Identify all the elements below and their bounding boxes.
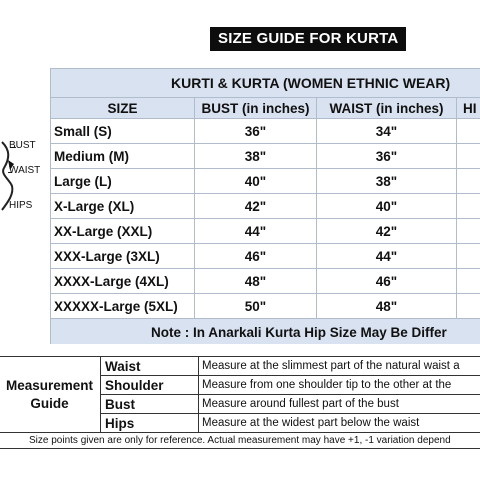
measurement-guide bbox=[0, 356, 480, 456]
hips-cell bbox=[457, 194, 480, 219]
table-row bbox=[51, 294, 480, 319]
waist-cell: 36" bbox=[317, 144, 457, 169]
size-chart-table bbox=[50, 68, 480, 344]
header-waist: WAIST (in inches) bbox=[317, 98, 457, 119]
table-caption: KURTI & KURTA (WOMEN ETHNIC WEAR) bbox=[51, 69, 480, 98]
table-row bbox=[51, 144, 480, 169]
label-bust: BUST bbox=[9, 140, 36, 151]
size-cell: Small (S) bbox=[51, 119, 195, 144]
waist-cell: 46" bbox=[317, 269, 457, 294]
size-cell: XXX-Large (3XL) bbox=[51, 244, 195, 269]
guide-item-name: Hips bbox=[101, 414, 199, 433]
guide-item-desc: Measure from one shoulder tip to the other at the bbox=[199, 376, 480, 395]
bust-cell: 36" bbox=[195, 119, 317, 144]
table-row bbox=[51, 169, 480, 194]
bust-cell: 38" bbox=[195, 144, 317, 169]
guide-item-name: Shoulder bbox=[101, 376, 199, 395]
hips-cell bbox=[457, 294, 480, 319]
bust-cell: 42" bbox=[195, 194, 317, 219]
hips-cell bbox=[457, 269, 480, 294]
page-title: SIZE GUIDE FOR KURTA bbox=[210, 27, 406, 51]
table-row bbox=[51, 119, 480, 144]
table-row bbox=[51, 244, 480, 269]
waist-cell: 44" bbox=[317, 244, 457, 269]
size-cell: X-Large (XL) bbox=[51, 194, 195, 219]
label-waist: WAIST bbox=[9, 165, 41, 176]
waist-cell: 42" bbox=[317, 219, 457, 244]
guide-item-name: Waist bbox=[101, 357, 199, 376]
bust-cell: 44" bbox=[195, 219, 317, 244]
guide-item-name: Bust bbox=[101, 395, 199, 414]
guide-item-desc: Measure at the slimmest part of the natural waist a bbox=[199, 357, 480, 376]
table-row bbox=[51, 269, 480, 294]
bust-cell: 48" bbox=[195, 269, 317, 294]
size-cell: XXXXX-Large (5XL) bbox=[51, 294, 195, 319]
header-bust: BUST (in inches) bbox=[195, 98, 317, 119]
table-row bbox=[51, 194, 480, 219]
hips-cell bbox=[457, 169, 480, 194]
size-cell: Large (L) bbox=[51, 169, 195, 194]
guide-item-desc: Measure at the widest part below the waist bbox=[199, 414, 480, 433]
bust-cell: 50" bbox=[195, 294, 317, 319]
waist-cell: 38" bbox=[317, 169, 457, 194]
hips-cell bbox=[457, 144, 480, 169]
waist-cell: 40" bbox=[317, 194, 457, 219]
hips-cell bbox=[457, 244, 480, 269]
bust-cell: 40" bbox=[195, 169, 317, 194]
waist-cell: 48" bbox=[317, 294, 457, 319]
table-row bbox=[51, 219, 480, 244]
table-note: Note : In Anarkali Kurta Hip Size May Be Differ bbox=[51, 319, 480, 345]
header-size: SIZE bbox=[51, 98, 195, 119]
waist-cell: 34" bbox=[317, 119, 457, 144]
hips-cell bbox=[457, 219, 480, 244]
size-cell: XX-Large (XXL) bbox=[51, 219, 195, 244]
header-hips: HI bbox=[457, 98, 480, 119]
label-hips: HIPS bbox=[9, 200, 33, 211]
size-cell: Medium (M) bbox=[51, 144, 195, 169]
guide-footnote: Size points given are only for reference. Actual measurement may have +1, -1 variation depend bbox=[0, 433, 480, 449]
bust-cell: 46" bbox=[195, 244, 317, 269]
guide-item-desc: Measure around fullest part of the bust bbox=[199, 395, 480, 414]
size-cell: XXXX-Large (4XL) bbox=[51, 269, 195, 294]
guide-row bbox=[0, 357, 480, 376]
guide-title: Measurement Guide bbox=[0, 357, 101, 433]
hips-cell bbox=[457, 119, 480, 144]
